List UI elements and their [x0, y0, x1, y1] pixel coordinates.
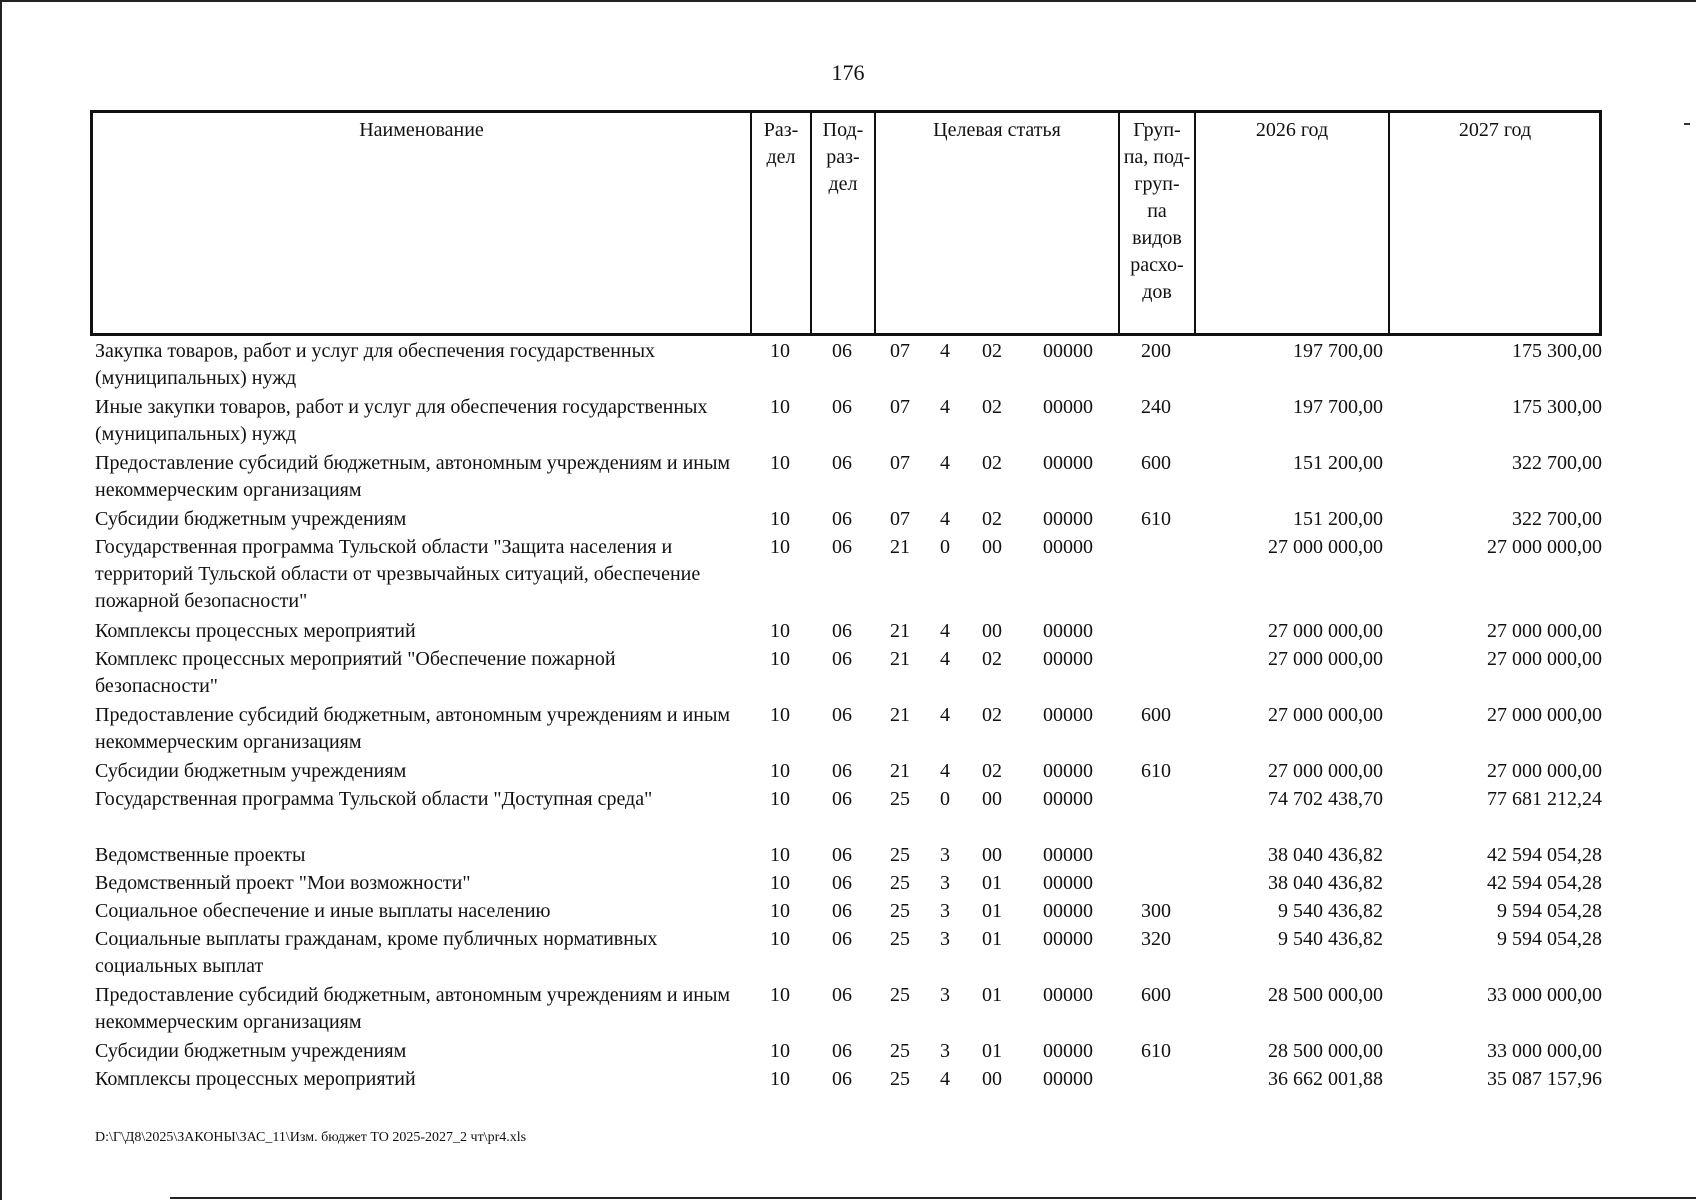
row-expense-group: 610 — [1141, 1040, 1171, 1062]
row-amount-2027: 33 000 000,00 — [1487, 1040, 1602, 1062]
row-name: Комплексы процессных мероприятий — [95, 1068, 416, 1090]
row-podrazdel: 06 — [832, 1040, 852, 1062]
row-expense-group: 610 — [1141, 760, 1171, 782]
row-target-program: 07 — [890, 396, 910, 418]
row-expense-group: 600 — [1141, 452, 1171, 474]
row-podrazdel: 06 — [832, 452, 852, 474]
row-target-program: 25 — [890, 1040, 910, 1062]
row-podrazdel: 06 — [832, 704, 852, 726]
row-amount-2026: 38 040 436,82 — [1268, 872, 1383, 894]
row-name: Предоставление субсидий бюджетным, автономным учреждениям и иным некоммерческим организациям — [95, 452, 731, 501]
row-target-program: 07 — [890, 340, 910, 362]
row-target-program: 25 — [890, 928, 910, 950]
row-amount-2027: 42 594 054,28 — [1487, 844, 1602, 866]
row-razdel: 10 — [770, 900, 790, 922]
row-name: Субсидии бюджетным учреждениям — [95, 1040, 407, 1062]
row-amount-2026: 197 700,00 — [1293, 396, 1383, 418]
row-amount-2026: 9 540 436,82 — [1278, 928, 1383, 950]
row-podrazdel: 06 — [832, 788, 852, 810]
row-target-type: 4 — [940, 1068, 950, 1090]
row-target-type: 4 — [940, 760, 950, 782]
row-podrazdel: 06 — [832, 984, 852, 1006]
row-amount-2026: 27 000 000,00 — [1268, 648, 1383, 670]
header-year-2026: 2026 год — [1255, 119, 1329, 141]
scan-edge-top — [0, 0, 1696, 2]
row-name: Социальные выплаты гражданам, кроме публичных нормативных социальных выплат — [95, 928, 658, 977]
header-razdel: Раз- дел — [763, 119, 799, 168]
header-podrazdel: Под- раз- дел — [822, 119, 864, 195]
row-target-type: 0 — [940, 536, 950, 558]
row-target-type: 3 — [940, 928, 950, 950]
row-target-direction: 00000 — [1043, 648, 1093, 670]
row-amount-2026: 74 702 438,70 — [1268, 788, 1383, 810]
row-target-element: 01 — [982, 872, 1002, 894]
row-amount-2027: 42 594 054,28 — [1487, 872, 1602, 894]
row-amount-2026: 38 040 436,82 — [1268, 844, 1383, 866]
row-target-element: 01 — [982, 900, 1002, 922]
row-target-type: 3 — [940, 844, 950, 866]
row-amount-2026: 28 500 000,00 — [1268, 984, 1383, 1006]
row-amount-2027: 33 000 000,00 — [1487, 984, 1602, 1006]
row-podrazdel: 06 — [832, 1068, 852, 1090]
row-target-element: 02 — [982, 704, 1002, 726]
col-divider — [1388, 113, 1390, 333]
row-razdel: 10 — [770, 928, 790, 950]
row-target-element: 00 — [982, 620, 1002, 642]
row-target-type: 3 — [940, 984, 950, 1006]
row-podrazdel: 06 — [832, 536, 852, 558]
row-target-direction: 00000 — [1043, 620, 1093, 642]
row-name: Социальное обеспечение и иные выплаты населению — [95, 900, 551, 922]
row-target-type: 4 — [940, 396, 950, 418]
row-target-type: 3 — [940, 1040, 950, 1062]
row-target-type: 3 — [940, 872, 950, 894]
row-name: Закупка товаров, работ и услуг для обеспечения государственных (муниципальных) нужд — [95, 340, 656, 389]
row-razdel: 10 — [770, 648, 790, 670]
row-target-direction: 00000 — [1043, 872, 1093, 894]
row-name: Иные закупки товаров, работ и услуг для обеспечения государственных (муниципальных) нужд — [95, 396, 708, 445]
row-target-program: 21 — [890, 536, 910, 558]
row-amount-2026: 36 662 001,88 — [1268, 1068, 1383, 1090]
row-target-program: 21 — [890, 620, 910, 642]
row-target-type: 0 — [940, 788, 950, 810]
row-target-direction: 00000 — [1043, 396, 1093, 418]
row-razdel: 10 — [770, 508, 790, 530]
row-podrazdel: 06 — [832, 620, 852, 642]
row-amount-2026: 197 700,00 — [1293, 340, 1383, 362]
row-amount-2027: 27 000 000,00 — [1487, 760, 1602, 782]
row-amount-2027: 175 300,00 — [1512, 340, 1602, 362]
row-amount-2026: 27 000 000,00 — [1268, 760, 1383, 782]
row-razdel: 10 — [770, 452, 790, 474]
row-name: Комплексы процессных мероприятий — [95, 620, 416, 642]
row-podrazdel: 06 — [832, 396, 852, 418]
row-target-program: 25 — [890, 1068, 910, 1090]
row-razdel: 10 — [770, 396, 790, 418]
row-razdel: 10 — [770, 788, 790, 810]
row-target-direction: 00000 — [1043, 928, 1093, 950]
row-podrazdel: 06 — [832, 648, 852, 670]
row-razdel: 10 — [770, 340, 790, 362]
row-name: Субсидии бюджетным учреждениям — [95, 760, 407, 782]
row-razdel: 10 — [770, 1068, 790, 1090]
table-header — [90, 110, 1602, 336]
row-razdel: 10 — [770, 536, 790, 558]
row-amount-2027: 175 300,00 — [1512, 396, 1602, 418]
row-target-program: 07 — [890, 508, 910, 530]
row-target-element: 02 — [982, 396, 1002, 418]
row-target-element: 01 — [982, 984, 1002, 1006]
row-razdel: 10 — [770, 620, 790, 642]
header-name: Наименование — [359, 119, 484, 141]
row-target-element: 02 — [982, 648, 1002, 670]
row-target-element: 02 — [982, 760, 1002, 782]
row-target-type: 4 — [940, 620, 950, 642]
row-razdel: 10 — [770, 844, 790, 866]
row-podrazdel: 06 — [832, 928, 852, 950]
row-target-type: 4 — [940, 648, 950, 670]
row-amount-2027: 77 681 212,24 — [1487, 788, 1602, 810]
row-target-program: 25 — [890, 872, 910, 894]
row-target-element: 00 — [982, 844, 1002, 866]
row-name: Ведомственный проект "Мои возможности" — [95, 872, 471, 894]
row-amount-2027: 27 000 000,00 — [1487, 648, 1602, 670]
row-target-direction: 00000 — [1043, 760, 1093, 782]
row-amount-2026: 27 000 000,00 — [1268, 620, 1383, 642]
row-name: Предоставление субсидий бюджетным, автономным учреждениям и иным некоммерческим организациям — [95, 984, 731, 1033]
row-target-direction: 00000 — [1043, 508, 1093, 530]
row-target-direction: 00000 — [1043, 340, 1093, 362]
row-razdel: 10 — [770, 872, 790, 894]
row-target-element: 02 — [982, 452, 1002, 474]
row-target-direction: 00000 — [1043, 900, 1093, 922]
row-expense-group: 300 — [1141, 900, 1171, 922]
row-amount-2027: 27 000 000,00 — [1487, 704, 1602, 726]
row-target-program: 25 — [890, 900, 910, 922]
row-amount-2026: 151 200,00 — [1293, 508, 1383, 530]
row-target-type: 4 — [940, 508, 950, 530]
row-amount-2027: 9 594 054,28 — [1497, 900, 1602, 922]
row-target-type: 4 — [940, 452, 950, 474]
row-target-program: 25 — [890, 788, 910, 810]
row-razdel: 10 — [770, 1040, 790, 1062]
page-number: 176 — [831, 60, 865, 85]
row-target-element: 01 — [982, 1040, 1002, 1062]
col-divider — [874, 113, 876, 333]
header-target-article: Целевая статья — [933, 119, 1061, 141]
row-target-type: 4 — [940, 704, 950, 726]
row-podrazdel: 06 — [832, 508, 852, 530]
row-podrazdel: 06 — [832, 844, 852, 866]
row-target-direction: 00000 — [1043, 984, 1093, 1006]
row-expense-group: 600 — [1141, 704, 1171, 726]
row-target-program: 25 — [890, 984, 910, 1006]
row-podrazdel: 06 — [832, 872, 852, 894]
scan-edge-left — [0, 0, 2, 1200]
row-expense-group: 240 — [1141, 396, 1171, 418]
row-target-direction: 00000 — [1043, 452, 1093, 474]
row-target-program: 07 — [890, 452, 910, 474]
row-expense-group: 200 — [1141, 340, 1171, 362]
row-amount-2026: 28 500 000,00 — [1268, 1040, 1383, 1062]
row-razdel: 10 — [770, 760, 790, 782]
row-target-program: 21 — [890, 648, 910, 670]
header-expense-group: Груп- па, под- груп- па видов расхо- дов — [1123, 119, 1191, 303]
row-target-direction: 00000 — [1043, 1040, 1093, 1062]
row-amount-2027: 9 594 054,28 — [1497, 928, 1602, 950]
row-name: Государственная программа Тульской области "Доступная среда" — [95, 788, 653, 810]
row-name: Субсидии бюджетным учреждениям — [95, 508, 407, 530]
row-target-direction: 00000 — [1043, 788, 1093, 810]
margin-mark — [1684, 123, 1690, 125]
row-podrazdel: 06 — [832, 900, 852, 922]
header-year-2027: 2027 год — [1458, 119, 1532, 141]
footer-file-path: D:\Г\Д8\2025\ЗАКОНЫ\ЗАС_11\Изм. бюджет ТО 2025-2027_2 чт\pr4.xls — [95, 1130, 527, 1145]
row-amount-2027: 322 700,00 — [1512, 508, 1602, 530]
row-target-direction: 00000 — [1043, 704, 1093, 726]
row-expense-group: 610 — [1141, 508, 1171, 530]
row-target-direction: 00000 — [1043, 536, 1093, 558]
row-amount-2027: 27 000 000,00 — [1487, 620, 1602, 642]
row-target-element: 02 — [982, 508, 1002, 530]
row-target-element: 00 — [982, 1068, 1002, 1090]
row-target-program: 21 — [890, 760, 910, 782]
row-amount-2026: 151 200,00 — [1293, 452, 1383, 474]
row-target-element: 00 — [982, 536, 1002, 558]
row-name: Предоставление субсидий бюджетным, автономным учреждениям и иным некоммерческим организациям — [95, 704, 731, 753]
row-target-program: 21 — [890, 704, 910, 726]
row-expense-group: 600 — [1141, 984, 1171, 1006]
row-podrazdel: 06 — [832, 340, 852, 362]
row-name: Государственная программа Тульской области "Защита населения и территорий Тульской области от чрезвычайных ситуаций, обеспечение пожарной безопасности" — [95, 536, 701, 612]
scan-edge-bottom — [170, 1197, 1696, 1199]
row-target-element: 01 — [982, 928, 1002, 950]
row-name: Комплекс процессных мероприятий "Обеспечение пожарной безопасности" — [95, 648, 616, 697]
row-target-element: 02 — [982, 340, 1002, 362]
row-amount-2026: 27 000 000,00 — [1268, 704, 1383, 726]
row-amount-2027: 322 700,00 — [1512, 452, 1602, 474]
row-amount-2026: 27 000 000,00 — [1268, 536, 1383, 558]
row-razdel: 10 — [770, 704, 790, 726]
row-target-type: 3 — [940, 900, 950, 922]
row-target-direction: 00000 — [1043, 1068, 1093, 1090]
row-target-type: 4 — [940, 340, 950, 362]
row-razdel: 10 — [770, 984, 790, 1006]
col-divider — [1194, 113, 1196, 333]
row-target-element: 00 — [982, 788, 1002, 810]
row-podrazdel: 06 — [832, 760, 852, 782]
row-name: Ведомственные проекты — [95, 844, 306, 866]
row-amount-2026: 9 540 436,82 — [1278, 900, 1383, 922]
row-amount-2027: 35 087 157,96 — [1487, 1068, 1602, 1090]
row-target-direction: 00000 — [1043, 844, 1093, 866]
row-amount-2027: 27 000 000,00 — [1487, 536, 1602, 558]
row-target-program: 25 — [890, 844, 910, 866]
row-expense-group: 320 — [1141, 928, 1171, 950]
